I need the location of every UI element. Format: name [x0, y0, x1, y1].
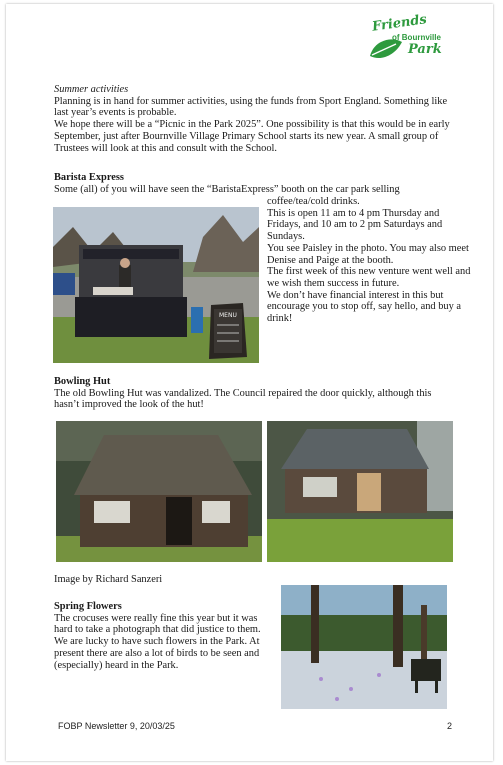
- summer-heading: Summer activities: [54, 84, 129, 95]
- barista-hours: This is open 11 am to 4 pm Thursday and Fridays, and 10 am to 2 pm Saturdays and Sundays.: [267, 207, 443, 243]
- logo-text-friends: Friends: [371, 12, 428, 35]
- barista-intro: Some (all) of you will have seen the “BaristaExpress” booth on the car park selling: [54, 183, 400, 195]
- spring-section: [54, 601, 274, 671]
- barista-encourage: We don’t have financial interest in this but encourage you to stop off, say hello, and buy a drink!: [267, 289, 462, 325]
- bowling-heading: Bowling Hut: [54, 376, 111, 387]
- friends-of-bournville-park-logo: [366, 14, 450, 70]
- bowling-hut-photo-front: [56, 421, 262, 562]
- summer-paragraph-2: We hope there will be a “Picnic in the Park 2025”. One possibility is that this would be in early September, just after Bournville Village Primary School starts its new year. A small group of Trustees will look at this and consult with the School.: [54, 119, 450, 154]
- spring-flowers-photo: [281, 585, 447, 709]
- summer-section: [54, 84, 454, 154]
- summer-paragraph-1: Planning is in hand for summer activities, using the funds from Sport England. Something like last year’s events is probable.: [54, 95, 448, 119]
- barista-staff: You see Paisley in the photo. You may also meet Denise and Paige at the booth.: [267, 242, 469, 266]
- barista-heading-block: [54, 172, 454, 195]
- bowling-hut-photo-side: [267, 421, 453, 562]
- logo-text-of-bournville: of Bournville: [392, 33, 441, 42]
- bowling-image-credit: Image by Richard Sanzeri: [54, 574, 163, 585]
- logo-text-park: Park: [408, 42, 442, 57]
- page-number: 2: [447, 721, 453, 731]
- bowling-section: [54, 376, 454, 411]
- barista-line-2: coffee/tea/cold drinks.: [267, 196, 360, 207]
- footer-issue: FOBP Newsletter 9, 20/03/25: [58, 721, 175, 731]
- spring-paragraph: The crocuses were really fine this year but it was hard to take a photograph that did justice to them. We are lucky to have such flowers in the Park. At present there are also a lot of birds to be seen and (especially) heard in the Park.: [54, 612, 261, 671]
- menu-sign-text: MENU: [219, 312, 237, 319]
- barista-text-column: [267, 196, 473, 325]
- barista-heading: Barista Express: [54, 172, 124, 183]
- spring-heading: Spring Flowers: [54, 601, 122, 612]
- bowling-paragraph: The old Bowling Hut was vandalized. The Council repaired the door quickly, although this hasn’t improved the look of the hut!: [54, 387, 432, 411]
- barista-booth-photo: [53, 207, 259, 363]
- barista-first-week: The first week of this new venture went well and we wish them success in future.: [267, 266, 471, 289]
